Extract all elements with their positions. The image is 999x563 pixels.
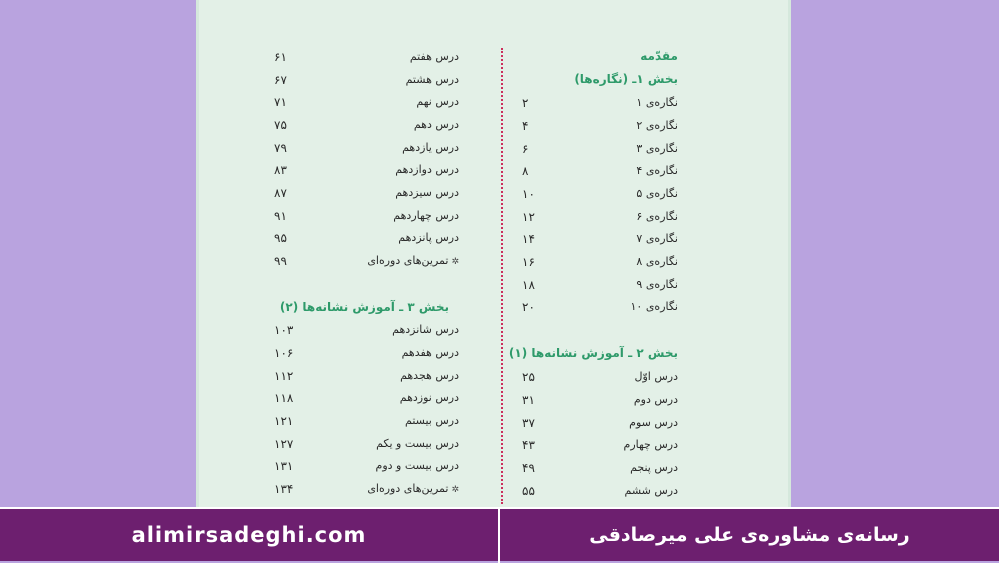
toc-entry-page: ۸ <box>522 164 529 178</box>
toc-page <box>196 0 791 507</box>
toc-entry[interactable] <box>274 388 459 408</box>
toc-entry-page: ۳۱ <box>522 393 535 407</box>
toc-entry-label: نگاره‌ی ۷ <box>636 232 678 245</box>
section1-heading-row <box>504 69 736 89</box>
toc-entry-label: درس دوازدهم <box>395 163 459 176</box>
toc-entry[interactable] <box>504 229 736 249</box>
toc-entry-label: درس سیزدهم <box>395 186 459 199</box>
toc-entry-page: ۸۷ <box>274 186 287 200</box>
toc-entry-page: ۱۰ <box>522 187 535 201</box>
toc-entry[interactable] <box>274 138 459 158</box>
toc-entry-page: ۱۲۱ <box>274 414 294 428</box>
toc-entry[interactable] <box>274 251 459 271</box>
toc-entry-label: نگاره‌ی ۲ <box>636 119 678 132</box>
toc-entry-page: ۱۰۳ <box>274 323 294 337</box>
toc-entry-page: ۱۱۸ <box>274 391 294 405</box>
toc-entry[interactable] <box>504 367 736 387</box>
toc-entry-label: درس سوم <box>629 416 678 429</box>
toc-entry[interactable] <box>504 297 736 317</box>
toc-entry-label: درس پانزدهم <box>398 231 459 244</box>
toc-entry[interactable] <box>274 479 459 499</box>
toc-entry[interactable] <box>274 70 459 90</box>
toc-entry[interactable] <box>274 206 459 226</box>
website-link[interactable]: alimirsadeghi.com <box>131 523 367 547</box>
toc-entry-label: درس دهم <box>413 118 459 131</box>
footer-banner <box>0 507 999 561</box>
toc-entry-page: ۱۱۲ <box>274 369 294 383</box>
toc-entry[interactable] <box>504 435 736 455</box>
section3-heading-row <box>274 297 459 317</box>
toc-entry-page: ۱۰۶ <box>274 346 294 360</box>
toc-entry-page: ۱۳۴ <box>274 482 294 496</box>
toc-entry-page: ۳۷ <box>522 416 535 430</box>
toc-entry[interactable] <box>274 434 459 454</box>
toc-entry[interactable] <box>504 93 736 113</box>
toc-entry-label: نگاره‌ی ۱ <box>636 96 678 109</box>
toc-entry-page: ۱۶ <box>522 255 535 269</box>
toc-right-column <box>504 0 794 507</box>
toc-entry-label: نگاره‌ی ۹ <box>636 278 678 291</box>
toc-left-column <box>199 0 489 507</box>
column-divider <box>501 48 503 504</box>
toc-entry-label: درس بیستم <box>405 414 459 427</box>
toc-entry-label: درس دوم <box>633 393 678 406</box>
toc-entry-label: درس پنجم <box>630 461 678 474</box>
toc-entry-label: نگاره‌ی ۶ <box>636 210 678 223</box>
toc-entry-text: تمرین‌های دوره‌ای <box>367 482 449 495</box>
toc-entry-page: ۸۳ <box>274 163 287 177</box>
toc-entry-page: ۴ <box>522 119 529 133</box>
toc-entry[interactable] <box>504 252 736 272</box>
toc-entry[interactable] <box>274 115 459 135</box>
left-margin <box>0 0 196 507</box>
brand-name: رسانه‌ی مشاوره‌ی علی میرصادقی <box>589 524 910 546</box>
toc-entry[interactable] <box>504 413 736 433</box>
toc-entry-label: درس یازدهم <box>402 141 459 154</box>
toc-entry-text: تمرین‌های دوره‌ای <box>367 254 449 267</box>
right-margin <box>791 0 999 507</box>
toc-entry-label: نگاره‌ی ۴ <box>636 164 678 177</box>
toc-entry[interactable] <box>504 458 736 478</box>
toc-entry-label: نگاره‌ی ۸ <box>636 255 678 268</box>
toc-entry-page: ۷۵ <box>274 118 287 132</box>
toc-entry-page: ۵۵ <box>522 484 535 498</box>
toc-entry[interactable] <box>274 456 459 476</box>
toc-entry-label: درس هفتم <box>409 50 459 63</box>
toc-entry[interactable] <box>274 343 459 363</box>
toc-entry-page: ۱۲ <box>522 210 535 224</box>
toc-entry-page: ۲۰ <box>522 300 535 314</box>
toc-entry-page: ۴۳ <box>522 438 535 452</box>
toc-entry[interactable] <box>504 139 736 159</box>
toc-entry[interactable] <box>504 275 736 295</box>
toc-entry[interactable] <box>274 320 459 340</box>
toc-entry-page: ۶۷ <box>274 73 287 87</box>
toc-entry-label: درس ششم <box>624 484 678 497</box>
toc-entry-label <box>367 479 459 500</box>
toc-entry-page: ۷۱ <box>274 95 287 109</box>
toc-entry-label: نگاره‌ی ۱۰ <box>630 300 678 313</box>
toc-entry[interactable] <box>274 228 459 248</box>
toc-entry[interactable] <box>274 160 459 180</box>
toc-entry-page: ۶ <box>522 142 529 156</box>
section3-heading: بخش ۳ ـ آموزش نشانه‌ها (۲) <box>279 300 449 314</box>
toc-entry-page: ۱۴ <box>522 232 535 246</box>
toc-entry-page: ۱۸ <box>522 278 535 292</box>
section1-heading: بخش ۱ـ (نگاره‌ها) <box>574 72 678 86</box>
toc-entry-label: درس اوّل <box>634 370 678 383</box>
asterisk-icon: ✲ <box>451 257 459 267</box>
toc-entry-page: ۲ <box>522 96 529 110</box>
intro-heading: مقدّمه <box>640 49 678 63</box>
toc-entry[interactable] <box>504 207 736 227</box>
toc-entry-label: درس هجدهم <box>400 369 459 382</box>
toc-entry[interactable] <box>504 481 736 501</box>
toc-entry-label: درس چهاردهم <box>393 209 459 222</box>
toc-entry-label: درس بیست و دوم <box>375 459 459 472</box>
section2-heading: بخش ۲ ـ آموزش نشانه‌ها (۱) <box>508 346 678 360</box>
toc-entry-label: درس شانزدهم <box>392 323 459 336</box>
toc-entry-label <box>367 251 459 272</box>
toc-entry-label: درس نهم <box>416 95 459 108</box>
toc-entry-page: ۴۹ <box>522 461 535 475</box>
toc-entry-page: ۱۳۱ <box>274 459 294 473</box>
toc-entry[interactable] <box>274 366 459 386</box>
toc-entry-label: درس چهارم <box>623 438 678 451</box>
toc-entry-page: ۲۵ <box>522 370 535 384</box>
section2-heading-row <box>504 343 736 363</box>
toc-entry[interactable] <box>274 411 459 431</box>
toc-entry[interactable] <box>274 183 459 203</box>
toc-entry[interactable] <box>504 184 736 204</box>
toc-entry-page: ۱۲۷ <box>274 437 294 451</box>
asterisk-icon: ✲ <box>451 485 459 495</box>
toc-entry-page: ۶۱ <box>274 50 287 64</box>
toc-entry-page: ۹۹ <box>274 254 287 268</box>
toc-entry-label: درس نوزدهم <box>399 391 459 404</box>
toc-entry[interactable] <box>274 92 459 112</box>
toc-entry[interactable] <box>274 47 459 67</box>
toc-entry-label: درس هشتم <box>405 73 459 86</box>
toc-entry-page: ۹۱ <box>274 209 287 223</box>
toc-entry[interactable] <box>504 116 736 136</box>
toc-entry-label: درس هفدهم <box>401 346 459 359</box>
toc-entry[interactable] <box>504 390 736 410</box>
toc-entry[interactable] <box>504 161 736 181</box>
toc-entry-page: ۹۵ <box>274 231 287 245</box>
toc-entry-label: نگاره‌ی ۵ <box>636 187 678 200</box>
toc-entry-label: نگاره‌ی ۳ <box>636 142 678 155</box>
toc-entry-page: ۷۹ <box>274 141 287 155</box>
intro-row[interactable] <box>504 46 736 66</box>
toc-entry-label: درس بیست و یکم <box>376 437 459 450</box>
